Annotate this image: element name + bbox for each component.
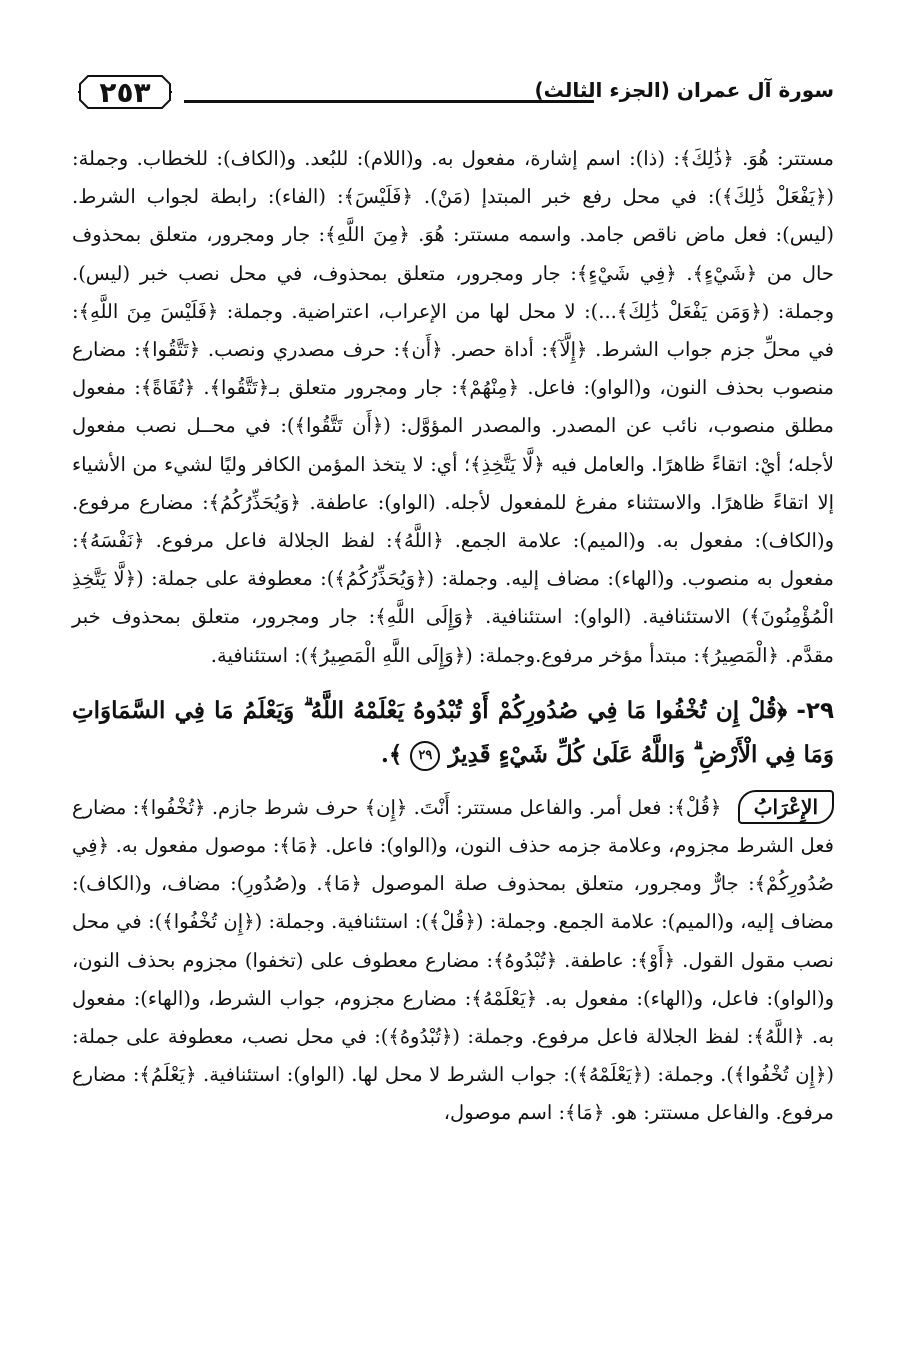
- ayah-number: ٢٩-: [796, 697, 834, 724]
- page-header: [72, 62, 834, 128]
- irab-paragraph-1: مستتر: هُوَ. ﴿ذَٰلِكَ﴾: (ذا): اسم إشارة، مفعول به. و(اللام): للبُعد. و(الكاف): للخطاب. وجملة: (﴿يَفْعَلْ ذَٰلِكَ﴾): في محل رفع خبر المبتدإ (مَنْ). ﴿فَلَيْسَ﴾: (الفاء): رابطة لجواب الشرط. (ليس): فعل ماض ناقص جامد. واسمه مستتر: هُوَ. ﴿مِنَ اللَّهِ﴾: جار ومجرور، متعلق بمحذوف حال من ﴿شَيْءٍ﴾. ﴿فِي شَيْءٍ﴾: جار ومجرور، متعلق بمحذوف، في محل نصب خبر (ليس). وجملة: (﴿وَمَن يَفْعَلْ ذَٰلِكَ﴾...): لا محل لها من الإعراب، اعتراضية. وجملة: ﴿فَلَيْسَ مِنَ اللَّهِ﴾: في محلِّ جزم جواب الشرط. ﴿إِلَّآ﴾: أداة حصر. ﴿أَن﴾: حرف مصدري ونصب. ﴿تَتَّقُوا﴾: مضارع منصوب بحذف النون، و(الواو): فاعل. ﴿مِنْهُمْ﴾: جار ومجرور متعلق بـ﴿تَتَّقُوا﴾. ﴿تُقَاةً﴾: مفعول مطلق منصوب، نائب عن المصدر. والمصدر المؤوَّل: (﴿أَن تَتَّقُوا﴾): في محــل نصب مفعول لأجله؛ أيْ: اتقاءً ظاهرًا. والعامل فيه ﴿لَّا يَتَّخِذِ﴾؛ أي: لا يتخذ المؤمن الكافر وليًا لشيء من الأشياء إلا اتقاءً ظاهرًا. والاستثناء مفرغ للمفعول لأجله. (الواو): عاطفة. ﴿وَيُحَذِّرُكُمُ﴾: مضارع مرفوع. و(الكاف): مفعول به. و(الميم): علامة الجمع. ﴿اللَّهُ﴾: لفظ الجلالة فاعل مرفوع. ﴿نَفْسَهُ﴾: مفعول به منصوب. و(الهاء): مضاف إليه. وجملة: (﴿وَيُحَذِّرُكُمُ﴾): معطوفة على جملة: (﴿لَّا يَتَّخِذِ الْمُؤْمِنُونَ﴾) الاستئنافية. (الواو): استئنافية. ﴿وَإِلَى اللَّهِ﴾: جار ومجرور، متعلق بمحذوف خبر مقدَّم. ﴿الْمَصِيرُ﴾: مبتدأ مؤخر مرفوع.وجملة: (﴿وَإِلَى اللَّهِ الْمَصِيرُ﴾): استئنافية.: [72, 147, 834, 667]
- page-number-frame: [78, 72, 172, 112]
- page-number: ٢٥٣: [99, 75, 151, 109]
- surah-title: سورة آل عمران (الجزء الثالث): [534, 78, 834, 102]
- ayah-text: ﴿قُلْ إِن تُخْفُوا مَا فِي صُدُورِكُمْ أَوْ تُبْدُوهُ يَعْلَمْهُ اللَّهُ ۗ وَيَعْلَمُ مَا فِي السَّمَاوَاتِ وَمَا فِي الْأَرْضِ ۗ وَاللَّهُ عَلَىٰ كُلِّ شَيْءٍ قَدِيرٌ: [72, 696, 834, 768]
- ayah-29: [72, 689, 834, 777]
- irab-label: الإِعْرَابُ: [738, 790, 834, 824]
- ayah-end-marker: ٢٩: [410, 741, 440, 771]
- irab-paragraph-2: [72, 789, 834, 1133]
- page-body: [72, 140, 834, 1133]
- ayah-close: ﴾.: [380, 740, 403, 768]
- irab-text-2: ﴿قُلْ﴾: فعل أمر. والفاعل مستتر: أَنْتَ. ﴿إِن﴾ حرف شرط جازم. ﴿تُخْفُوا﴾: مضارع فعل الشرط مجزوم، وعلامة جزمه حذف النون، و(الواو): فاعل. ﴿مَا﴾: موصول مفعول به. ﴿فِي صُدُورِكُمْ﴾: جارٌّ ومجرور، متعلق بمحذوف صلة الموصول ﴿مَا﴾. و(صُدُورِ): مضاف، و(الكاف): مضاف إليه، و(الميم): علامة الجمع. وجملة: (﴿قُلْ﴾): استئنافية. وجملة: (﴿إِن تُخْفُوا﴾): في محل نصب مقول القول. ﴿أَوْ﴾: عاطفة. ﴿تُبْدُوهُ﴾: مضارع معطوف على (تخفوا) مجزوم بحذف النون، و(الواو): فاعل، و(الهاء): مفعول به. ﴿يَعْلَمْهُ﴾: مضارع مجزوم، جواب الشرط، و(الهاء): مفعول به. ﴿اللَّهُ﴾: لفظ الجلالة فاعل مرفوع. وجملة: (﴿تُبْدُوهُ﴾): في محل نصب، معطوفة على جملة: (﴿إِن تُخْفُوا﴾). وجملة: (﴿يَعْلَمْهُ﴾): جواب الشرط لا محل لها. (الواو): استئنافية. ﴿يَعْلَمُ﴾: مضارع مرفوع. والفاعل مستتر: هو. ﴿مَا﴾: اسم موصول،: [72, 795, 834, 1125]
- header-rule: [184, 100, 594, 103]
